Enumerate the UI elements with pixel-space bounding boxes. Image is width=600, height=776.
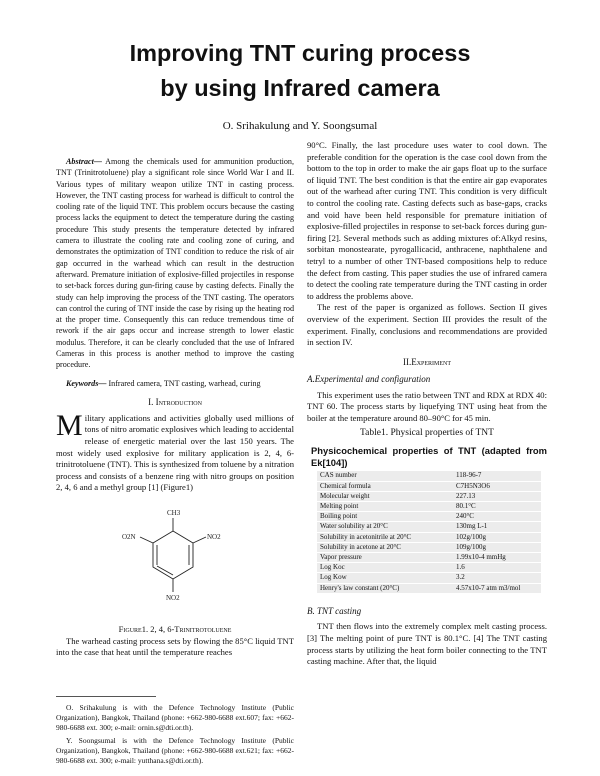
figure-tnt-structure: [56, 494, 294, 622]
abstract-label: Abstract—: [66, 157, 102, 166]
right-paragraph-1: 90°C. Finally, the last procedure uses water to cool down. The preferable condition for the operation is the case cool down from the bottom to the top in order to make the air gaps float up to the surface of liquid TNT. The best condition is that the entire air gap evaporates out of the warhead after curing TNT. This condition is very difficult to control the cooling rate. Casting defects such as base-gaps, cracks and void have been held responsible for premature initiation of explosive-filled projectiles in response to set-back forces during gun-firing [2]. Several methods such as adding mixtures of:Alkyd resins, sorbitan monostearate, pyrogallicacid, anthracene, naphthalene and tetryl to a number of other TNT-based compositions help to reduce the defect from casting. This paper studies the use of infrared camera to detect the cooling rate temperature during the TNT casting in order to address the problems above.: [307, 140, 547, 301]
footnote-rule: [56, 696, 156, 697]
section-heading-intro: [56, 397, 294, 409]
table-row: [317, 553, 541, 563]
paper-title: [0, 36, 600, 106]
table-cell: 102g/100g: [453, 532, 541, 542]
title-line-1: Improving TNT curing process: [129, 40, 471, 66]
table-row: [317, 532, 541, 542]
footnotes: [56, 703, 294, 769]
label-no2-right: NO2: [207, 532, 221, 541]
table-row: [317, 573, 541, 583]
table-cell: 118-96-7: [453, 471, 541, 481]
table-cell: Log Kow: [317, 573, 453, 583]
table-cell: Chemical formula: [317, 481, 453, 491]
table-title: Physicochemical properties of TNT (adapted from Ek[104]): [311, 445, 547, 468]
keywords-label: Keywords—: [66, 378, 107, 388]
right-paragraph-2: The rest of the paper is organized as follows. Section II gives overview of the experiment. Section III provides the result of the experiment. Finally, conclusions and recommendations are provided in section IV.: [307, 302, 547, 348]
table-cell: 3.2: [453, 573, 541, 583]
table-cell: Log Koc: [317, 563, 453, 573]
table-cell: Solubility in acetone at 20°C: [317, 542, 453, 552]
intro-heading-text: Introduction: [155, 397, 202, 408]
table-cell: Melting point: [317, 502, 453, 512]
abstract: [56, 156, 294, 371]
table-row: [317, 481, 541, 491]
table-row: [317, 512, 541, 522]
right-column: [307, 140, 547, 668]
table-row: [317, 542, 541, 552]
table-row: [317, 471, 541, 481]
table-cell: CAS number: [317, 471, 453, 481]
tnt-molecule-diagram: [56, 494, 294, 622]
right-paragraph-4: TNT then flows into the extremely complex melt casting process. [3] The melting point of pure TNT is 80.1°C. [4] The TNT casting process starts by utilizing the heat form boiler connecting to the TNT casting machine. After that, the liquid: [307, 621, 547, 667]
properties-table: [317, 471, 541, 593]
table-cell: 1.6: [453, 563, 541, 573]
intro-paragraph-2: The warhead casting process sets by flowing the 85°C liquid TNT into the case that heat until the temperature reaches: [56, 635, 294, 658]
table-cell: 4.57x10-7 atm m3/mol: [453, 583, 541, 593]
table-row: [317, 522, 541, 532]
properties-table-block: [311, 445, 547, 594]
intro-heading-number: I.: [148, 397, 156, 408]
table-cell: Solubility in acetonitrile at 20°C: [317, 532, 453, 542]
table-row: [317, 491, 541, 501]
intro-paragraph-1: [56, 408, 294, 494]
table-row: [317, 502, 541, 512]
table-cell: 227.13: [453, 491, 541, 501]
label-no2-left: O2N: [122, 532, 136, 541]
table-cell: 1.99x10-4 mmHg: [453, 553, 541, 563]
title-line-2: by using Infrared camera: [160, 75, 440, 101]
keywords-text: Infrared camera, TNT casting, warhead, curing: [106, 378, 261, 388]
table-cell: Water solubility at 20°C: [317, 522, 453, 532]
drop-cap: M: [56, 408, 83, 442]
table-row: [317, 563, 541, 573]
table-cell: 109g/100g: [453, 542, 541, 552]
table-cell: C7H5N3O6: [453, 481, 541, 491]
table-cell: 80.1°C: [453, 502, 541, 512]
table-cell: Boiling point: [317, 512, 453, 522]
right-paragraph-3: This experiment uses the ratio between TNT and RDX at RDX 40: TNT 60. The process starts by liquefying TNT using heat from the boiler at the temperature around 80–90°C for 45 min.: [307, 389, 547, 424]
label-no2-bottom: NO2: [166, 593, 180, 602]
table-caption: Table1. Physical properties of TNT: [360, 427, 494, 438]
footnote-1: O. Srihakulung is with the Defence Technology Institute (Public Organization), Bangkok, Thailand (phone: +662-980-6688 ext.607; fax: +662-980-6688 ext. 300; e-mail: ornin.s@dti.or.th).: [56, 703, 294, 732]
abstract-text: Among the chemicals used for ammunition production, TNT (Trinitrotoluene) play a significant role since World War I and II. Various types of military weapon utilize TNT in casting process. However, the TNT casting process for warhead is difficult to control the cooling rate of the liquid TNT. This problem occurs because the casting process lacks the equipment to detect the temperature during the casting procedure This study presents the temperature detected by infrared camera to illustrate the cooling rate and cooling zone of curing, and demonstrates the optimization of TNT condition to reduce the risk of air gap occurred in the warhead which can result in the destruction afterward. Premature initiation of explosive-filled projectiles in response to set-back forces during gun-firing cause by casting defects. Finally the study can help improving the process of the TNT casting. The operators can control the curing of TNT inside the case by rising up the heating rod at the proper time. Consequently this can reduce tremendous time of rework if the air gaps occur and increase strength to lower elastic modulus. Therefore, it can be clearly concluded that the use of Infrared Cameras in this process is another method to improve the casting procedure.: [56, 157, 294, 370]
table-cell: 130mg L-1: [453, 522, 541, 532]
table-cell: Molecular weight: [317, 491, 453, 501]
subheading-a: A.Experimental and configuration: [307, 374, 431, 385]
table-cell: Vapor pressure: [317, 553, 453, 563]
table-cell: 240°C: [453, 512, 541, 522]
label-ch3: CH3: [167, 508, 181, 517]
subheading-b: B. TNT casting: [307, 605, 362, 616]
left-column: [56, 156, 294, 659]
table-row: [317, 583, 541, 593]
intro-paragraph-1-text: ilitary applications and activities globally used millions of tons of nitro aromatic explosives which leading to accidental release of energetic material over the last 150 years. The most widely used explosive for military application is 2, 4, 6-trinitrotoluene (TNT). This is synthesized from toluene by a nitration process and consists of a benzene ring with nitro groups on position 2, 4, 6 and a methyl group [1] (Figure1): [56, 412, 294, 493]
figure-caption: Figure1. 2, 4, 6-Trinitrotoluene: [118, 623, 232, 634]
table-cell: Henry's law constant (20°C): [317, 583, 453, 593]
authors: O. Srihakulung and Y. Soongsumal: [222, 120, 378, 132]
footnote-2: Y. Soongsumal is with the Defence Technology Institute (Public Organization), Bangkok, Thailand (phone: +662-980-6688 ext.621; fax: +662-980-6688 ext. 300; e-mail: yutthana.s@dti.or.th).: [56, 736, 294, 765]
keywords: [56, 378, 294, 390]
section-heading-experiment: II.Experiment: [402, 356, 452, 367]
